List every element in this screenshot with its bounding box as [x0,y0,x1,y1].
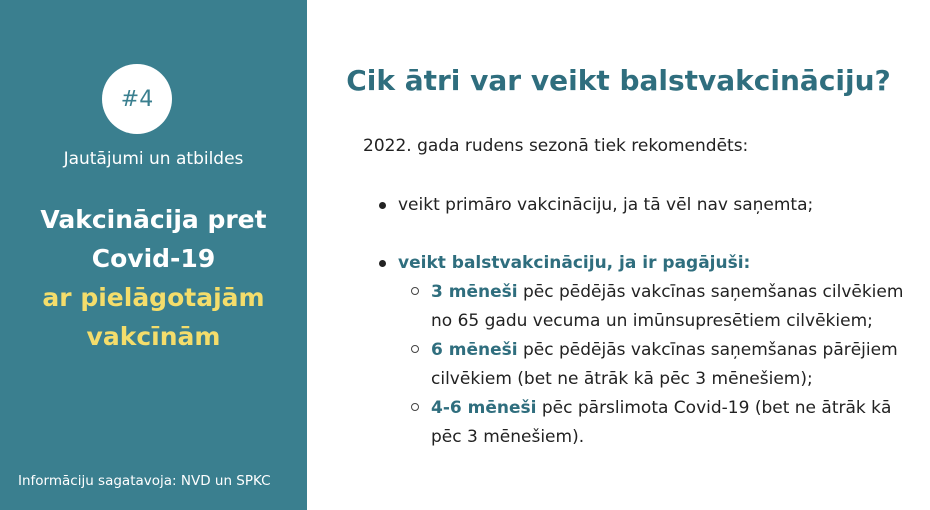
sub-list-item [411,394,911,452]
sub-item-highlight: 4-6 mēneši [431,398,537,418]
bullet-dot-icon [379,260,386,267]
section-kicker: Jautājumi un atbildes [63,149,244,169]
sub-list-item-text [431,278,911,336]
number-badge: #4 [102,64,172,134]
list-item [379,253,750,273]
sidebar-headline [0,200,307,356]
sub-list-item-text [431,336,911,394]
list-item-text: veikt balstvakcināciju, ja ir pagājuši: [398,253,751,273]
headline-line-3: ar pielāgotajām [42,283,265,312]
headline-line-1: Vakcinācija pret [40,205,267,234]
bullet-dot-icon [379,202,386,209]
sub-list-item-text [431,394,911,452]
page-title: Cik ātri var veikt balstvakcināciju? [346,64,891,97]
sub-item-highlight: 6 mēneši [431,340,518,360]
circle-bullet-icon [411,287,419,295]
headline-line-4: vakcīnām [86,322,221,351]
circle-bullet-icon [411,345,419,353]
list-item-text: veikt primāro vakcināciju, ja tā vēl nav saņemta; [398,195,814,215]
sub-item-body: pēc pēdējās vakcīnas saņemšanas cilvēkiem no 65 gadu vecuma un imūnsupresētiem cilvēkiem; [431,282,904,331]
sub-list-item [411,336,911,394]
sub-item-body: pēc pārslimota Covid-19 (bet ne ātrāk kā pēc 3 mēnešiem). [431,398,892,447]
list-item [379,195,813,215]
main-content [307,0,930,510]
intro-text: 2022. gada rudens sezonā tiek rekomendēts: [363,136,749,156]
sub-item-highlight: 3 mēneši [431,282,518,302]
sidebar [0,0,307,510]
headline-line-2: Covid-19 [91,244,216,273]
sub-list-item [411,278,911,336]
credits-text: Informāciju sagatavoja: NVD un SPKC [18,473,271,489]
circle-bullet-icon [411,403,419,411]
sub-item-body: pēc pēdējās vakcīnas saņemšanas pārējiem cilvēkiem (bet ne ātrāk kā pēc 3 mēnešiem); [431,340,898,389]
